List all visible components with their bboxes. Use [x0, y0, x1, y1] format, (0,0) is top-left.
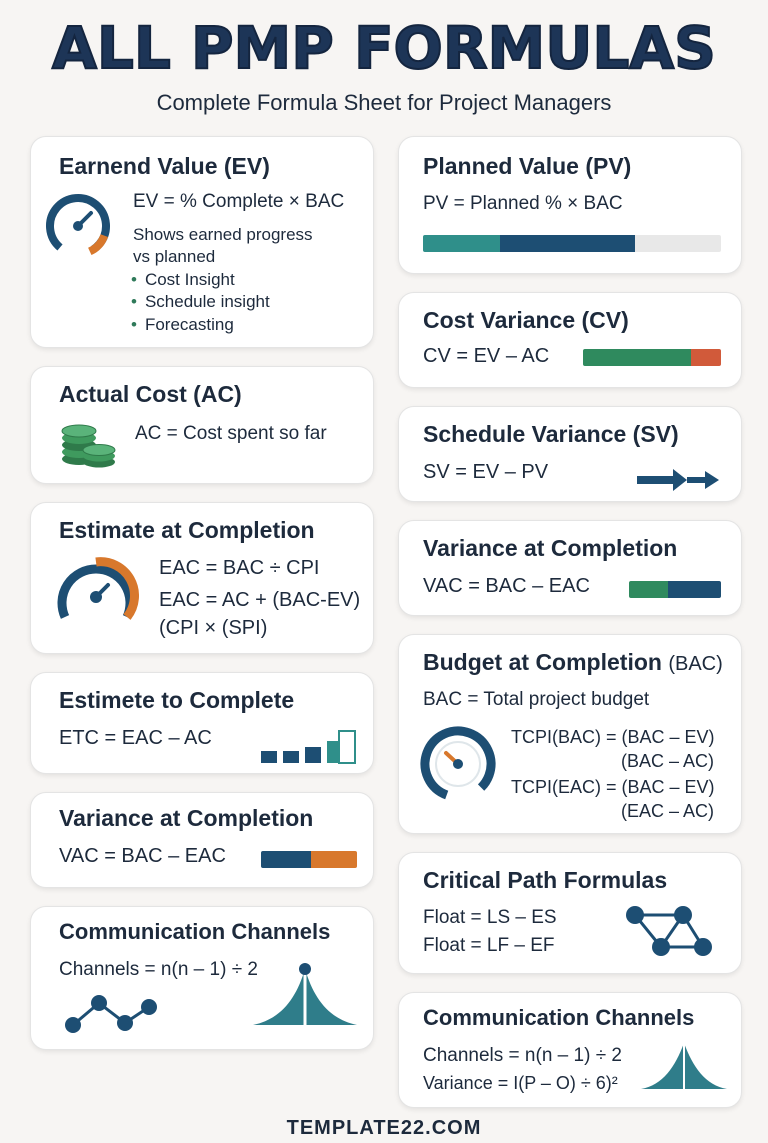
card-planned-value	[398, 136, 742, 274]
sv-formula: SV = EV – PV	[423, 461, 549, 483]
cv-progress-bar	[583, 349, 721, 366]
page-title: ALL PMP FORMULAS	[52, 14, 716, 82]
vac-formula: VAC = BAC – EAC	[59, 845, 226, 867]
tcpi-eac-denominator: (EAC – AC)	[621, 801, 715, 821]
bell-curve-icon	[639, 1037, 729, 1098]
card-title: Variance at Completion	[423, 535, 678, 561]
card-cost-variance	[398, 292, 742, 388]
comm-formula: Channels = n(n – 1) ÷ 2	[59, 959, 258, 980]
arrow-right-icon	[635, 467, 725, 498]
eac-formula-1: EAC = BAC ÷ CPI	[159, 557, 320, 579]
card-title: Communication Channels	[423, 1005, 695, 1030]
tcpi-bac-numerator: TCPI(BAC) = (BAC – EV)	[511, 727, 715, 747]
ev-bullet: • Forecasting	[131, 315, 234, 335]
cp-formula-2: Float = LF – EF	[423, 935, 555, 956]
card-schedule-variance	[398, 406, 742, 502]
card-title: Critical Path Formulas	[423, 867, 668, 893]
network-icon	[621, 903, 717, 966]
bac-title: Budget at Completion	[423, 649, 662, 675]
bac-formula: BAC = Total project budget	[423, 689, 650, 710]
gauge-icon	[45, 193, 111, 264]
eac-formula-2: EAC = AC + (BAC-EV)	[159, 589, 361, 611]
bell-curve-icon	[251, 959, 359, 1034]
ac-formula: AC = Cost spent so far	[135, 423, 327, 444]
page-subtitle: Complete Formula Sheet for Project Managers	[156, 90, 612, 115]
tcpi-bac-denominator: (BAC – AC)	[621, 751, 715, 771]
card-earned-value	[30, 136, 374, 348]
gauge-icon	[417, 723, 499, 810]
vac-progress-bar	[261, 851, 357, 868]
card-title: Communication Channels	[59, 919, 331, 944]
ev-formula: EV = % Complete × BAC	[133, 191, 345, 212]
ev-bullet: • Cost Insight	[131, 270, 235, 290]
card-variance-at-completion	[30, 792, 374, 888]
tcpi-eac-numerator: TCPI(EAC) = (BAC – EV)	[511, 777, 715, 797]
card-actual-cost	[30, 366, 374, 484]
gauge-icon	[53, 555, 139, 638]
cp-formula-1: Float = LS – ES	[423, 907, 557, 928]
cv-formula: CV = EV – AC	[423, 345, 550, 367]
card-estimate-to-complete	[30, 672, 374, 774]
card-title: Planned Value (PV)	[423, 153, 632, 179]
card-budget-at-completion	[398, 634, 742, 834]
pv-progress-bar	[423, 235, 721, 252]
card-title	[423, 649, 723, 676]
card-communication-channels	[30, 906, 374, 1050]
ev-description-1: Shows earned progress	[133, 225, 313, 244]
card-title: Schedule Variance (SV)	[423, 421, 679, 447]
network-icon	[63, 993, 159, 1044]
comm-formula-1: Channels = n(n – 1) ÷ 2	[423, 1045, 622, 1066]
bac-title-suffix: (BAC)	[668, 653, 723, 675]
vac-formula-2: VAC = BAC – EAC	[423, 575, 590, 597]
card-title: Estimete to Complete	[59, 687, 295, 713]
ev-bullet: • Schedule insight	[131, 292, 270, 312]
ev-description-2: vs planned	[133, 247, 216, 266]
footer-brand: TEMPLATE22.COM	[286, 1117, 482, 1139]
card-title: Variance at Completion	[59, 805, 314, 831]
card-title: Earnend Value (EV)	[59, 153, 270, 179]
etc-formula: ETC = EAC – AC	[59, 727, 212, 749]
pv-formula: PV = Planned % × BAC	[423, 193, 623, 214]
card-title: Cost Variance (CV)	[423, 307, 629, 333]
vac-progress-bar-2	[629, 581, 721, 598]
card-title: Actual Cost (AC)	[59, 381, 242, 407]
card-communication-channels-2	[398, 992, 742, 1108]
eac-formula-3: (CPI × (SPI)	[159, 617, 268, 639]
card-variance-at-completion-2	[398, 520, 742, 616]
card-critical-path	[398, 852, 742, 974]
card-title: Estimate at Completion	[59, 517, 315, 543]
comm-formula-2: Variance = I(P – O) ÷ 6)²	[423, 1073, 618, 1093]
coins-icon	[59, 419, 119, 474]
bar-chart-icon	[261, 729, 357, 770]
card-estimate-at-completion	[30, 502, 374, 654]
